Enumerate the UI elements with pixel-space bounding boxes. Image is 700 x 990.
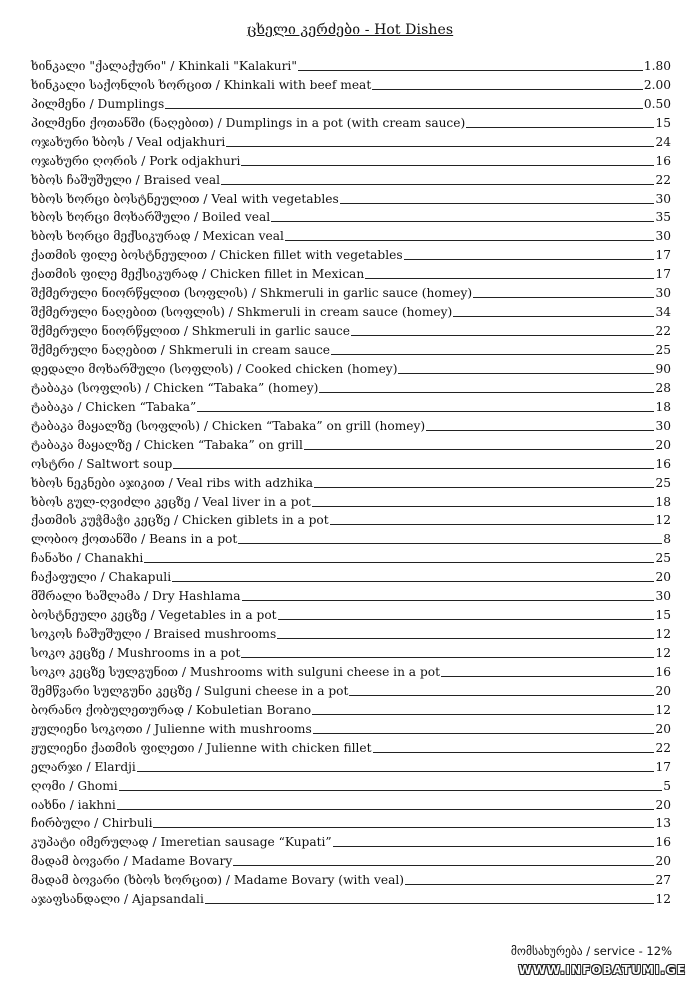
leader-line [238, 543, 662, 544]
menu-item-price: 20 [655, 797, 671, 812]
leader-line [373, 752, 655, 753]
menu-item-price: 18 [655, 494, 671, 509]
leader-line [331, 354, 654, 355]
menu-item-price: 30 [655, 229, 671, 244]
menu-item [31, 641, 671, 660]
menu-item [31, 452, 671, 471]
leader-line [137, 771, 655, 772]
menu-item-name: აჯაფსანდალი / Ajapsandali [31, 892, 204, 907]
menu-item-name: ჟულიენი სოკოთი / Julienne with mushrooms [31, 721, 312, 736]
leader-line [233, 865, 654, 866]
menu-item-name: სოკო კეცზე სულგუნით / Mushrooms with sulguni cheese in a pot [31, 664, 440, 679]
leader-line [277, 638, 654, 639]
menu-item-price: 22 [655, 324, 671, 339]
menu-item-price: 28 [655, 380, 671, 395]
menu-item [31, 187, 671, 206]
service-charge-note: მომსახურება / service - 12% [510, 944, 672, 958]
leader-line [205, 903, 655, 904]
menu-item-name: იახნი / iakhni [31, 797, 116, 812]
menu-item [31, 698, 671, 717]
leader-line [241, 165, 654, 166]
menu-item-price: 16 [655, 153, 671, 168]
menu-item-name: ტაბაკა (სოფლის) / Chicken “Tabaka” (homey) [31, 380, 319, 395]
menu-item-name: ხბოს გულ-ღვიძლი კეცზე / Veal liver in a pot [31, 494, 311, 509]
menu-item [31, 92, 671, 111]
leader-line [398, 373, 654, 374]
menu-item-price: 12 [655, 892, 671, 907]
leader-line [153, 827, 654, 828]
leader-line [351, 335, 655, 336]
menu-item-name: ბოსტნეული კეცზე / Vegetables in a pot [31, 608, 277, 623]
website-watermark: WWW.INFOBATUMI.GE [518, 963, 686, 977]
leader-line [242, 600, 655, 601]
menu-item-name: კუპატი იმერულად / Imeretian sausage “Kupati” [31, 835, 332, 850]
menu-item [31, 736, 671, 755]
menu-item-price: 12 [655, 702, 671, 717]
leader-line [221, 184, 655, 185]
menu-item [31, 490, 671, 509]
menu-item-name: ელარჯი / Elardji [31, 759, 136, 774]
leader-line [426, 430, 654, 431]
menu-item-price: 22 [655, 740, 671, 755]
menu-item-name: ხბოს ხორცი მექსიკურად / Mexican veal [31, 229, 284, 244]
menu-item [31, 679, 671, 698]
menu-item-name: ხბოს ხორცი ბოსტნეულით / Veal with vegetables [31, 191, 339, 206]
leader-line [119, 790, 663, 791]
menu-item-price: 25 [655, 475, 671, 490]
leader-line [298, 70, 643, 71]
menu-item-name: ჟულიენი ქათმის ფილეთი / Julienne with chicken fillet [31, 740, 372, 755]
menu-item-price: 20 [655, 721, 671, 736]
leader-line [466, 127, 654, 128]
leader-line [226, 146, 654, 147]
menu-item-price: 5 [663, 778, 671, 793]
menu-item [31, 774, 671, 793]
menu-item-name: პილმენი ქოთანში (ნაღებით) / Dumplings in a pot (with cream sauce) [31, 115, 466, 130]
menu-item [31, 149, 671, 168]
menu-item [31, 565, 671, 584]
menu-item-price: 12 [655, 627, 671, 642]
menu-item-name: ღომი / Ghomi [31, 778, 118, 793]
leader-line [241, 657, 654, 658]
menu-item-name: ტაბაკა / Chicken “Tabaka” [31, 399, 197, 414]
leader-line [330, 524, 655, 525]
menu-item [31, 433, 671, 452]
menu-item-name: ბორანო ქობულეთურად / Kobuletian Borano [31, 702, 312, 717]
leader-line [473, 297, 654, 298]
menu-item [31, 622, 671, 641]
menu-item-name: მადამ ბოვარი / Madame Bovary [31, 854, 233, 869]
menu-item-name: შქმერული ნაღებით / Shkmeruli in cream sauce [31, 343, 331, 357]
leader-line [285, 240, 655, 241]
leader-line [197, 411, 654, 412]
menu-item [31, 755, 671, 774]
leader-line [333, 846, 655, 847]
leader-line [405, 884, 654, 885]
leader-line [372, 89, 643, 90]
leader-line [172, 581, 654, 582]
menu-item-name: პილმენი / Dumplings [31, 96, 165, 111]
leader-line [271, 221, 654, 222]
menu-item-price: 30 [655, 589, 671, 604]
menu-item-price: 90 [655, 361, 671, 376]
menu-item [31, 376, 671, 395]
menu-item-name: ხბოს ნეკნები აჯიკით / Veal ribs with adzhika [31, 475, 313, 490]
leader-line [144, 562, 654, 563]
menu-item-name: ჩირბული / Chirbuli [31, 816, 153, 831]
leader-line [441, 676, 655, 677]
menu-item-name: ქათმის კუჭმაჭი კეცზე / Chicken giblets in a pot [31, 513, 329, 528]
page-title: ცხელი კერძები - Hot Dishes [246, 22, 454, 38]
menu-item-name: შქმერული ნიორწყლით (სოფლის) / Shkmeruli in garlic sauce (homey) [31, 286, 473, 301]
menu-item [31, 868, 671, 887]
menu-item-name: ტაბაკა მაყალზე (სოფლის) / Chicken “Tabaka” on grill (homey) [31, 418, 426, 433]
menu-item-name: მადამ ბოვარი (ხბოს ხორცით) / Madame Bovary (with veal) [31, 873, 405, 888]
menu-item-price: 20 [655, 683, 671, 698]
menu-item [31, 793, 671, 812]
menu-item-name: ხბოს ჩაშუშული / Braised veal [31, 172, 220, 187]
menu-item [31, 224, 671, 243]
leader-line [319, 392, 654, 393]
menu-item-name: ოჯახური ღორის / Pork odjakhuri [31, 153, 241, 168]
menu-item [31, 471, 671, 490]
menu-item-price: 35 [655, 210, 671, 225]
leader-line [312, 506, 655, 507]
menu-item-price: 25 [655, 551, 671, 566]
menu-item-price: 17 [655, 759, 671, 774]
menu-item-price: 16 [655, 835, 671, 850]
menu-item-price: 1.80 [643, 58, 671, 73]
menu-item [31, 262, 671, 281]
menu-item-price: 12 [655, 646, 671, 660]
menu-item [31, 338, 671, 357]
menu-item-price: 22 [655, 172, 671, 187]
menu-item [31, 395, 671, 414]
menu-item [31, 584, 671, 603]
menu-item [31, 357, 671, 376]
menu-item-price: 20 [655, 854, 671, 869]
menu-item-name: დედალი მოხარშული (სოფლის) / Cooked chicken (homey) [31, 361, 398, 376]
menu-item-name: შქმერული ნაღებით (სოფლის) / Shkmeruli in cream sauce (homey) [31, 305, 453, 320]
menu-item-price: 20 [655, 437, 671, 452]
leader-line [165, 108, 643, 109]
menu-item-price: 15 [655, 115, 671, 130]
leader-line [304, 449, 655, 450]
leader-line [340, 203, 655, 204]
menu-item [31, 414, 671, 433]
leader-line [313, 733, 655, 734]
menu-item-price: 30 [655, 191, 671, 206]
menu-item-price: 17 [655, 248, 671, 263]
menu-item [31, 54, 671, 73]
menu-item [31, 319, 671, 338]
menu-item [31, 717, 671, 736]
menu-item [31, 603, 671, 622]
leader-line [314, 487, 654, 488]
menu-item [31, 660, 671, 679]
leader-line [117, 809, 655, 810]
menu-item [31, 887, 671, 906]
menu-item-name: ხინკალი "ქალაქური" / Khinkali "Kalakuri" [31, 58, 297, 73]
menu-item-price: 17 [655, 267, 671, 282]
leader-line [312, 714, 654, 715]
menu-item-price: 27 [655, 873, 671, 888]
menu-item [31, 168, 671, 187]
menu-item [31, 300, 671, 319]
menu-item-name: შქმერული ნიორწყლით / Shkmeruli in garlic sauce [31, 324, 350, 339]
menu-item [31, 849, 671, 868]
menu-item-name: ჩანახი / Chanakhi [31, 551, 144, 566]
menu-item-price: 25 [655, 343, 671, 357]
menu-item-name: სოკო კეცზე / Mushrooms in a pot [31, 646, 241, 660]
menu-item-price: 16 [655, 456, 671, 471]
menu-item-name: სოკოს ჩაშუშული / Braised mushrooms [31, 627, 277, 642]
leader-line [453, 316, 654, 317]
menu-item-price: 8 [663, 532, 671, 547]
menu-item-price: 24 [655, 134, 671, 149]
menu-item [31, 243, 671, 262]
menu-item-price: 34 [655, 305, 671, 320]
menu-item [31, 509, 671, 528]
menu-item-name: ჩაქაფული / Chakapuli [31, 570, 172, 585]
menu-item [31, 546, 671, 565]
menu-item [31, 73, 671, 92]
menu-item-price: 13 [655, 816, 671, 831]
leader-line [278, 619, 655, 620]
menu-item-price: 20 [655, 570, 671, 585]
menu-item [31, 111, 671, 130]
menu-item-name: ლობიო ქოთანში / Beans in a pot [31, 532, 238, 547]
menu-item-price: 0.50 [643, 96, 671, 111]
menu-item [31, 206, 671, 225]
menu-item-name: ოსტრი / Saltwort soup [31, 456, 173, 471]
menu-item-name: ხინკალი საქონლის ხორცით / Khinkali with beef meat [31, 77, 372, 92]
menu-item-price: 30 [655, 286, 671, 301]
menu-item-name: შემწვარი სულგუნი კეცზე / Sulguni cheese in a pot [31, 683, 349, 698]
menu-item-name: ოჯახური ხბოს / Veal odjakhuri [31, 134, 226, 149]
menu-item-price: 15 [655, 608, 671, 623]
menu-item-name: მშრალი ხაშლამა / Dry Hashlama [31, 589, 241, 604]
leader-line [404, 259, 655, 260]
menu-item-price: 30 [655, 418, 671, 433]
menu-list [31, 54, 671, 906]
menu-item [31, 130, 671, 149]
menu-item [31, 812, 671, 831]
menu-item-price: 18 [655, 399, 671, 414]
menu-item [31, 527, 671, 546]
menu-item-name: ხბოს ხორცი მოხარშული / Boiled veal [31, 210, 271, 225]
menu-item [31, 281, 671, 300]
leader-line [365, 278, 654, 279]
menu-item-name: ქათმის ფილე ბოსტნეულით / Chicken fillet with vegetables [31, 248, 403, 263]
menu-item-price: 16 [655, 664, 671, 679]
leader-line [173, 468, 654, 469]
menu-item-price: 12 [655, 513, 671, 528]
leader-line [349, 695, 654, 696]
menu-item-name: ქათმის ფილე მექსიკურად / Chicken fillet in Mexican [31, 267, 365, 282]
menu-item [31, 830, 671, 849]
menu-item-name: ტაბაკა მაყალზე / Chicken “Tabaka” on grill [31, 437, 303, 452]
menu-item-price: 2.00 [643, 77, 671, 92]
